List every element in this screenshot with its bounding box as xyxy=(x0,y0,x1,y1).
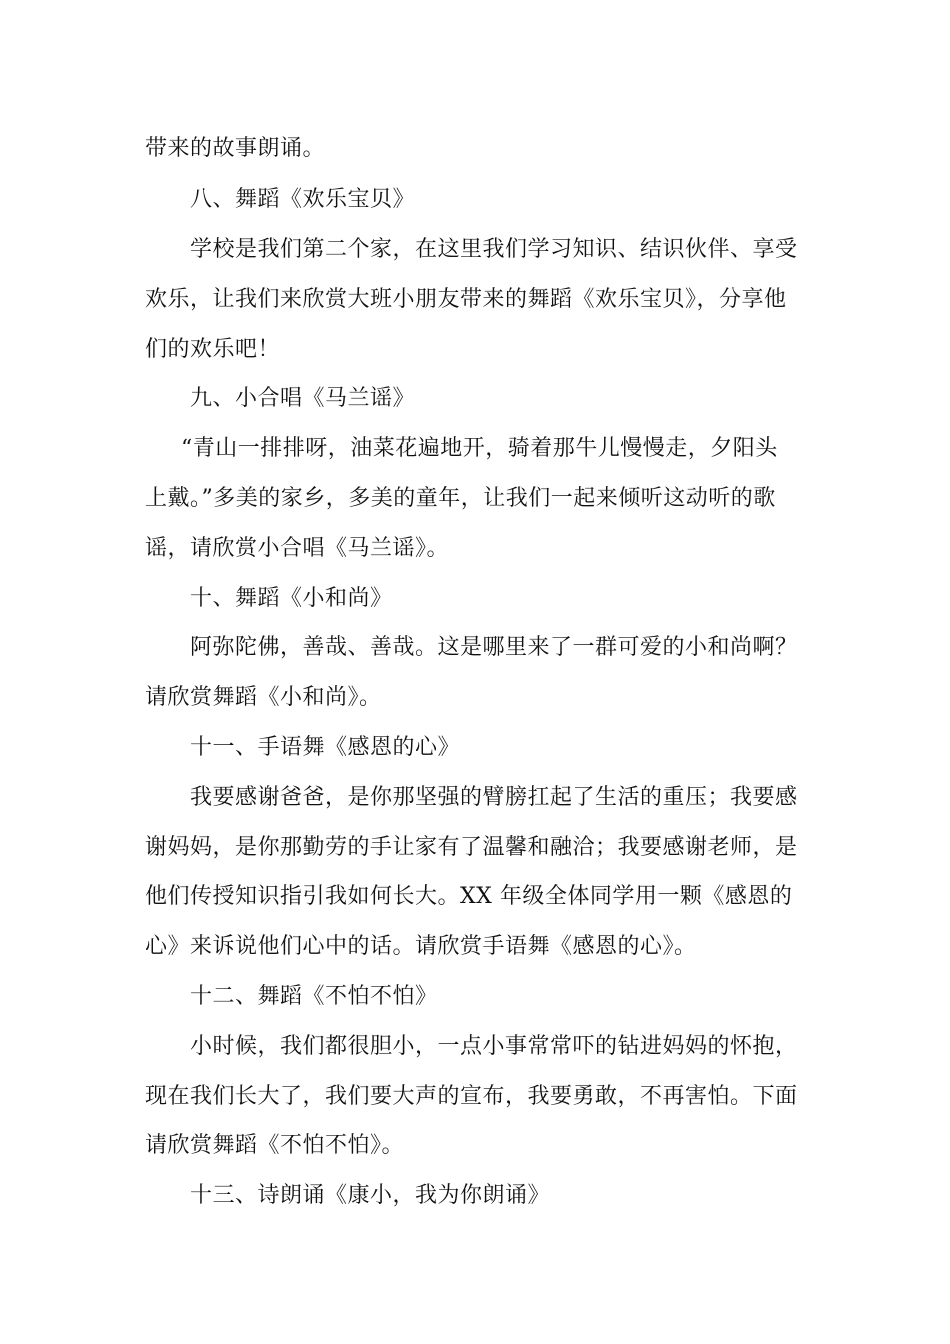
paragraph-line: 学校是我们第二个家，在这里我们学习知识、结识伙伴、享受 xyxy=(190,237,798,262)
paragraph-line: 心》来诉说他们心中的话。请欣赏手语舞《感恩的心》。 xyxy=(145,934,697,959)
paragraph-line: 上戴。”多美的家乡，多美的童年，让我们一起来倾听这动听的歌 xyxy=(145,486,776,511)
paragraph-line: 谢妈妈，是你那勤劳的手让家有了温馨和融洽；我要感谢老师，是 xyxy=(145,835,798,860)
section-heading: 八、舞蹈《欢乐宝贝》 xyxy=(190,187,416,212)
paragraph-line: 谣，请欣赏小合唱《马兰谣》。 xyxy=(145,536,450,561)
section-heading: 十二、舞蹈《不怕不怕》 xyxy=(190,984,438,1009)
paragraph-line: 欢乐，让我们来欣赏大班小朋友带来的舞蹈《欢乐宝贝》，分享他 xyxy=(145,287,787,312)
section-heading: 十一、手语舞《感恩的心》 xyxy=(190,735,461,760)
paragraph-line: 小时候，我们都很胆小，一点小事常常吓的钻进妈妈的怀抱， xyxy=(190,1034,798,1059)
section-heading: 九、小合唱《马兰谣》 xyxy=(190,386,416,411)
paragraph-line: 我要感谢爸爸，是你那坚强的臂膀扛起了生活的重压；我要感 xyxy=(190,785,798,810)
paragraph-line: 们的欢乐吧！ xyxy=(145,337,281,362)
section-heading: 十三、诗朗诵《康小，我为你朗诵》 xyxy=(190,1183,551,1208)
paragraph-line: 带来的故事朗诵。 xyxy=(145,136,326,161)
paragraph-line: 现在我们长大了，我们要大声的宣布，我要勇敢，不再害怕。下面 xyxy=(145,1084,798,1109)
section-heading: 十、舞蹈《小和尚》 xyxy=(190,586,393,611)
paragraph-line: 请欣赏舞蹈《不怕不怕》。 xyxy=(145,1133,405,1158)
paragraph-line: 阿弥陀佛，善哉、善哉。这是哪里来了一群可爱的小和尚啊？ xyxy=(190,635,798,660)
paragraph-line: 请欣赏舞蹈《小和尚》。 xyxy=(145,685,382,710)
paragraph-line: “青山一排排呀，油菜花遍地开，骑着那牛儿慢慢走，夕阳头 xyxy=(181,436,778,461)
paragraph-line: 他们传授知识指引我如何长大。XX 年级全体同学用一颗《感恩的 xyxy=(145,884,793,909)
